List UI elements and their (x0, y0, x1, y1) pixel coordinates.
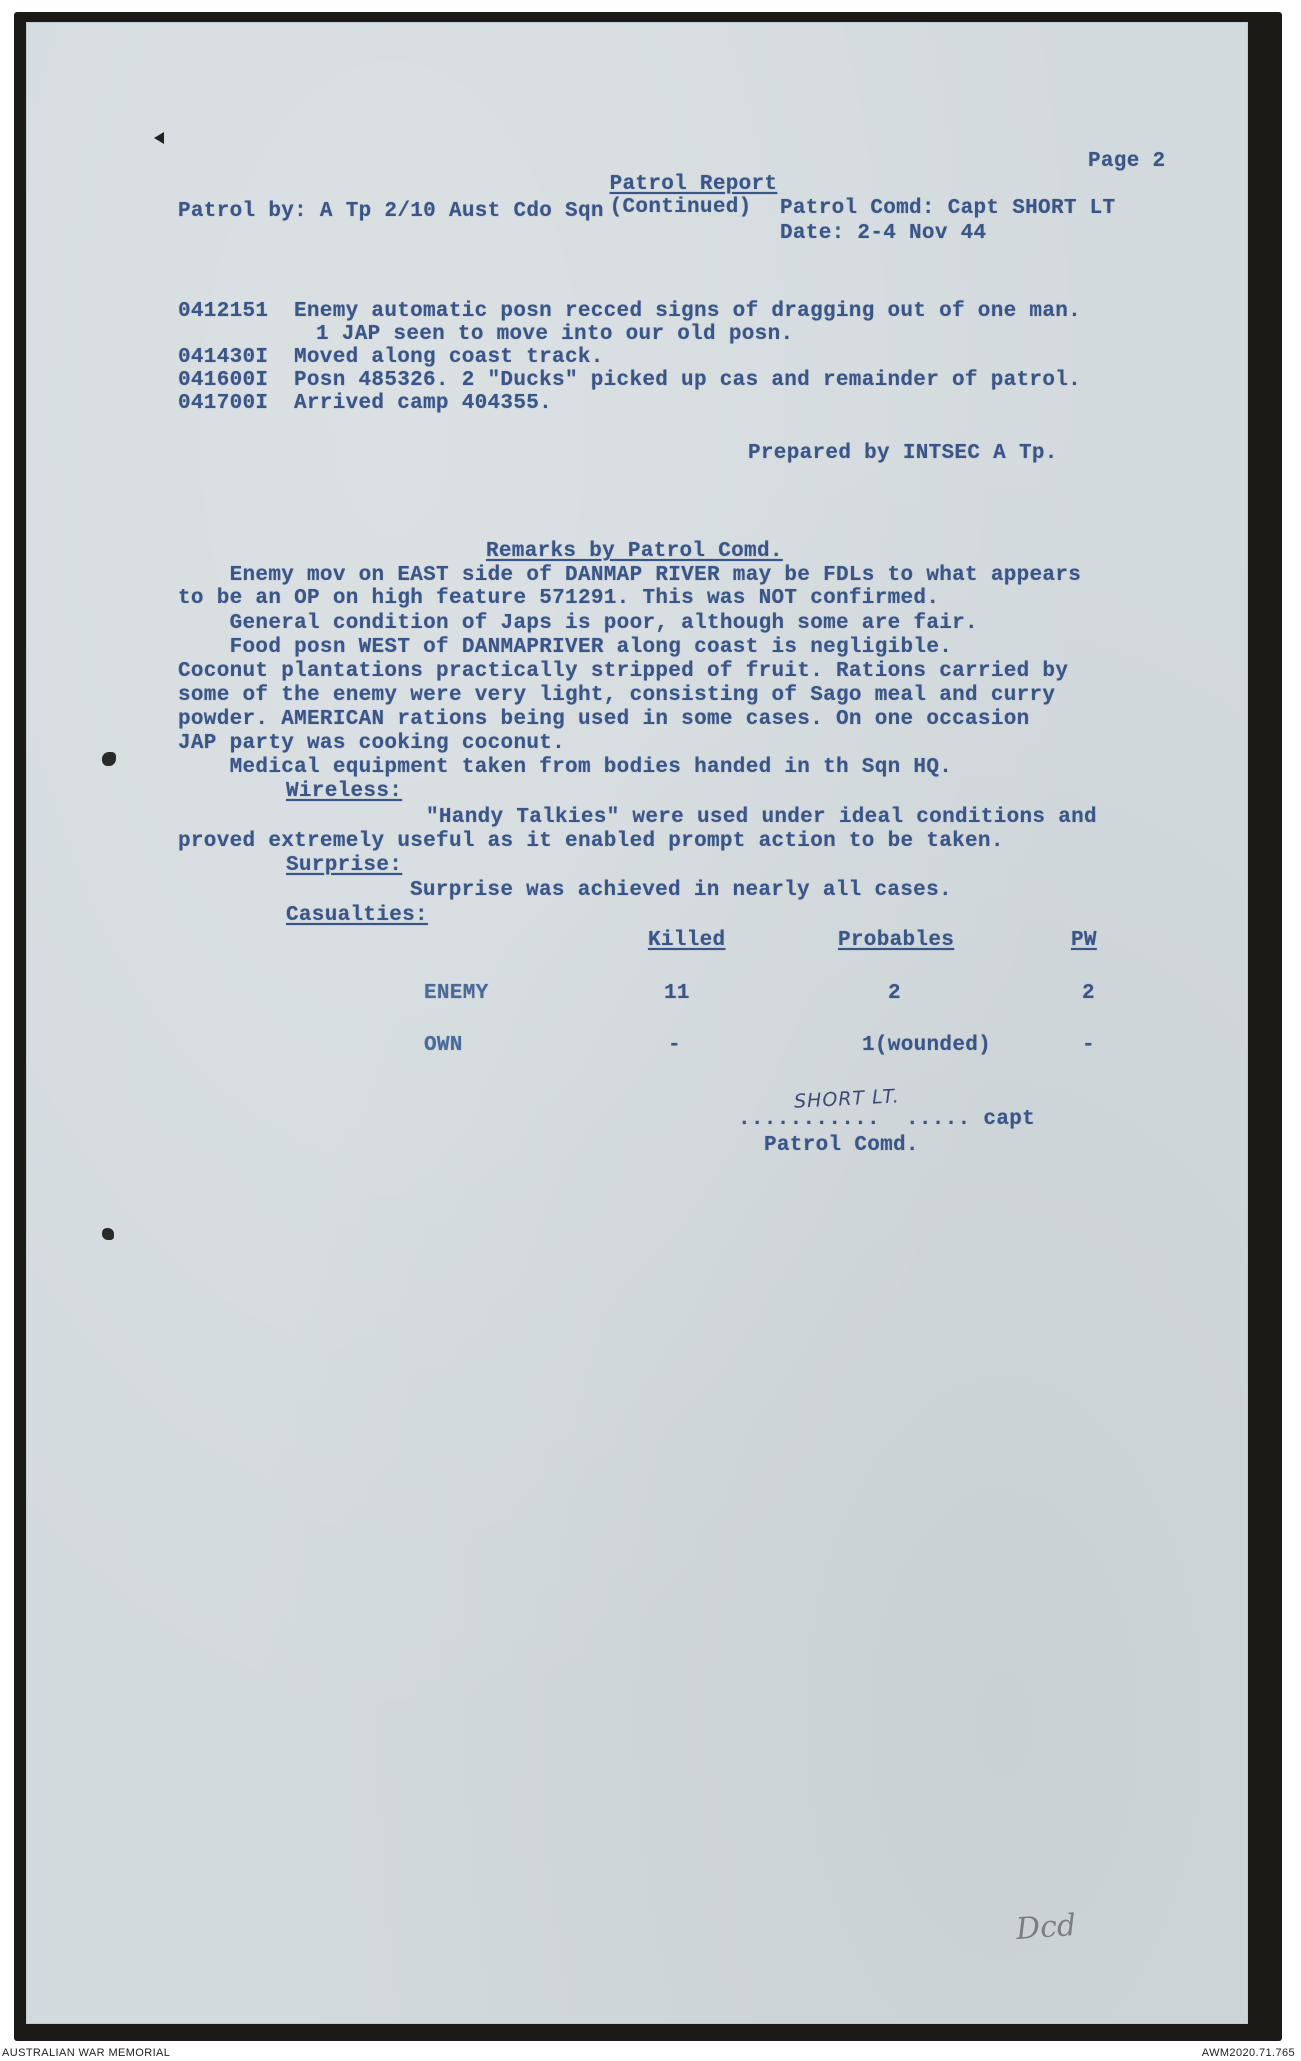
casualties-heading: Casualties: (286, 904, 428, 927)
remarks-line: Medical equipment taken from bodies handed in th Sqn HQ. (178, 756, 953, 779)
prepared-by: Prepared by INTSEC A Tp. (748, 442, 1058, 465)
wireless-line: proved extremely useful as it enabled prompt action to be taken. (178, 830, 1004, 853)
cell-killed: 11 (664, 982, 690, 1005)
punch-hole-mark (102, 1228, 114, 1240)
page-number: Page 2 (1088, 150, 1166, 173)
footer-reference: AWM2020.71.765 (1201, 2047, 1295, 2059)
row-label-enemy: ENEMY (424, 982, 489, 1005)
remarks-line: powder. AMERICAN rations being used in some cases. On one occasion (178, 708, 1030, 731)
surprise-heading: Surprise: (286, 854, 403, 877)
patrol-by: Patrol by: A Tp 2/10 Aust Cdo Sqn (178, 200, 604, 223)
remarks-heading: Remarks by Patrol Comd. (486, 540, 783, 563)
signature-role: Patrol Comd. (764, 1134, 919, 1157)
wireless-heading: Wireless: (286, 780, 403, 803)
row-label-own: OWN (424, 1034, 463, 1057)
remarks-line: General condition of Japs is poor, although some are fair. (178, 612, 978, 635)
document-page (26, 22, 1248, 2024)
column-header-pw: PW (1071, 929, 1097, 952)
remarks-line: some of the enemy were very light, consisting of Sago meal and curry (178, 684, 1056, 707)
cell-probables: 1(wounded) (862, 1034, 992, 1057)
continued-label: (Continued) (609, 196, 752, 219)
signature-dots-left: ........... (738, 1108, 880, 1131)
log-text: Moved along coast track. (294, 346, 604, 369)
column-header-killed: Killed (648, 929, 726, 952)
remarks-line: to be an OP on high feature 571291. This was NOT confirmed. (178, 587, 940, 610)
log-text: Arrived camp 404355. (294, 392, 553, 415)
surprise-text: Surprise was achieved in nearly all cases. (410, 879, 952, 902)
log-time: 041700I (178, 392, 269, 415)
log-text: Posn 485326. 2 "Ducks" picked up cas and remainder of patrol. (294, 369, 1082, 392)
column-header-probables: Probables (838, 929, 955, 952)
log-time: 0412151 (178, 300, 269, 323)
cell-probables: 2 (888, 982, 901, 1005)
punch-hole-mark (154, 132, 164, 144)
log-text: Enemy automatic posn recced signs of dragging out of one man. (294, 300, 1082, 323)
punch-hole-mark (102, 752, 116, 766)
margin-handwriting: Dcd (1014, 1907, 1078, 1948)
remarks-line: Coconut plantations practically stripped of fruit. Rations carried by (178, 660, 1069, 683)
signature-handwritten: SHORT LT. (793, 1085, 901, 1113)
wireless-line: "Handy Talkies" were used under ideal conditions and (426, 806, 1097, 829)
cell-pw: 2 (1082, 982, 1095, 1005)
signature-dots-right: ..... capt (906, 1108, 1036, 1131)
remarks-line: Enemy mov on EAST side of DANMAP RIVER may be FDLs to what appears (178, 564, 1082, 587)
report-title (558, 150, 777, 242)
remarks-line: JAP party was cooking coconut. (178, 732, 566, 755)
cell-killed: - (668, 1034, 681, 1057)
cell-pw: - (1082, 1034, 1095, 1057)
report-title-text: Patrol Report (609, 173, 778, 196)
patrol-date: Date: 2-4 Nov 44 (780, 222, 987, 245)
footer-source: AUSTRALIAN WAR MEMORIAL (2, 2047, 171, 2059)
patrol-commander: Patrol Comd: Capt SHORT LT (780, 197, 1116, 220)
log-time: 041600I (178, 369, 269, 392)
log-time: 041430I (178, 346, 269, 369)
remarks-line: Food posn WEST of DANMAPRIVER along coast is negligible. (178, 636, 953, 659)
log-text: 1 JAP seen to move into our old posn. (316, 323, 794, 346)
